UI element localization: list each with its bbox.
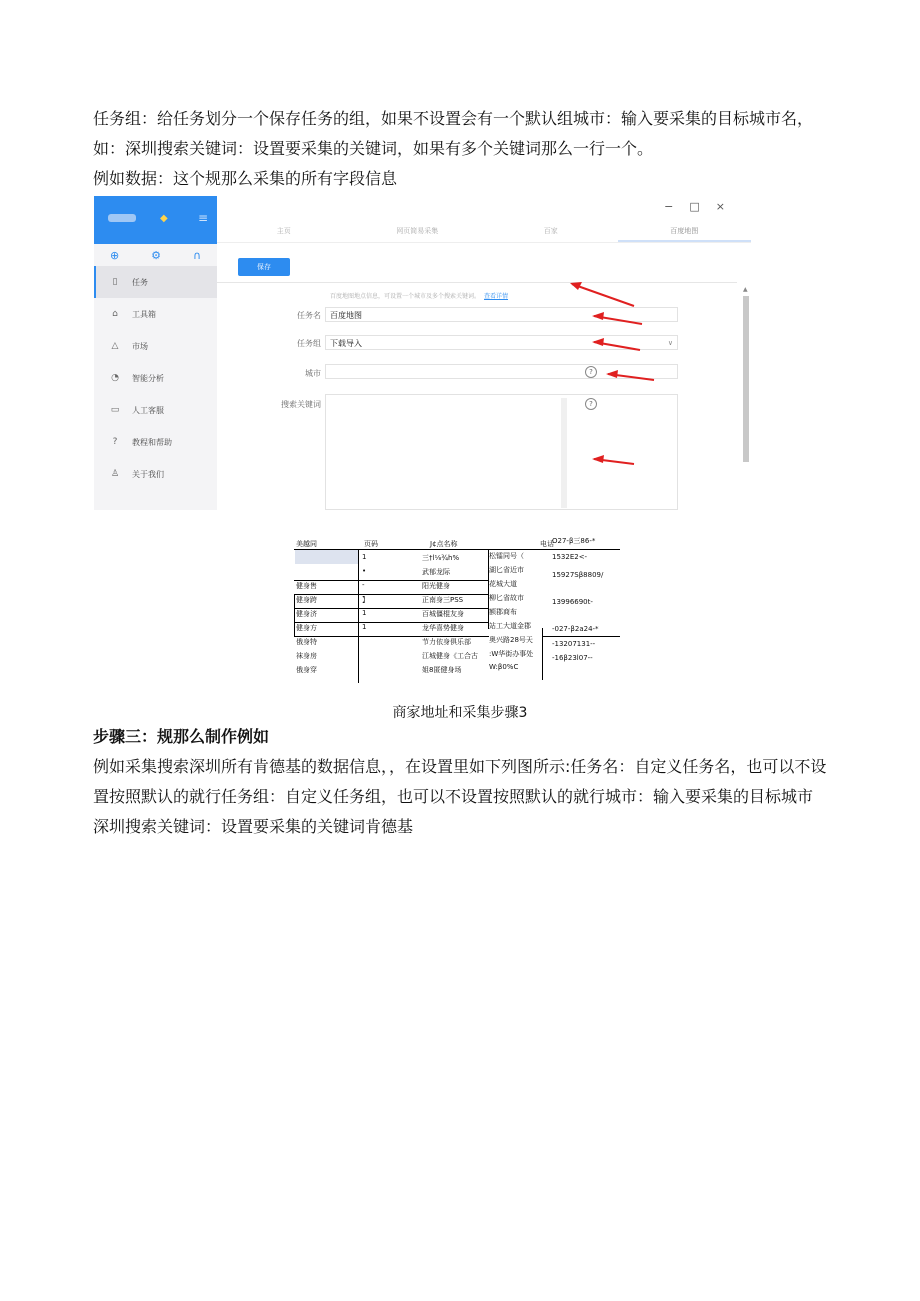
table-cell: 俄身特 [296, 638, 317, 646]
sidebar-item-label: 工具箱 [132, 309, 156, 319]
table-cell: O27-β三86-* [552, 537, 596, 545]
maximize-button[interactable]: □ [689, 200, 716, 213]
table-header-cell: 电话 [540, 540, 554, 548]
file-icon: ▯ [112, 277, 118, 287]
sidebar-item-label: 市场 [132, 341, 148, 351]
close-button[interactable]: × [715, 200, 741, 213]
sidebar-item-label: 任务 [132, 277, 148, 287]
example-paragraph: 例如数据：这个规那么采集的所有字段信息 [93, 169, 398, 188]
toolbox-icon: ⌂ [112, 309, 118, 319]
vip-diamond-icon: ◆ [160, 213, 168, 224]
red-arrowhead [606, 370, 618, 378]
table-cell: 健身售 [296, 582, 317, 590]
table-cell: :W华街办事处 [489, 650, 534, 658]
table-cell: 花城大道 [489, 580, 517, 588]
table-cell: -13207131-- [552, 640, 596, 648]
table-cell: 13996690t- [552, 598, 593, 606]
sidebar-item-label: 教程和帮助 [132, 437, 172, 447]
headset-icon[interactable]: ∩ [192, 248, 201, 262]
table-header-cell: 美越同 [296, 540, 317, 548]
minimize-button[interactable]: − [664, 200, 690, 213]
table-rule [294, 580, 489, 581]
save-button[interactable]: 保存 [238, 258, 290, 276]
red-arrowhead [592, 338, 604, 346]
table-cell: -027-β2a24-* [552, 625, 599, 633]
city-help-icon[interactable]: ? [585, 366, 597, 378]
table-cell: 1 [362, 623, 367, 631]
scroll-up-icon[interactable]: ▲ [743, 286, 748, 293]
pie-chart-icon: ◔ [111, 373, 119, 383]
sidebar-item-label: 智能分析 [132, 373, 164, 383]
table-cell: 健身方 [296, 624, 317, 632]
task-group-value: 下载导入 [330, 339, 362, 348]
task-group-label: 任务组 [297, 339, 321, 348]
step-heading: 步骤三：规那么制作例如 [93, 727, 270, 746]
chat-icon: ▭ [110, 405, 120, 415]
user-icon: ♙ [110, 469, 120, 479]
red-arrowhead [592, 312, 604, 320]
table-cell: W:β0%C [489, 663, 519, 671]
table-cell: 15927Sβ8809/ [552, 571, 604, 579]
table-cell: 1 [362, 609, 367, 617]
table-cell: 湖匕省近市 [489, 566, 524, 574]
table-rule [542, 636, 620, 637]
tab-home[interactable]: 主页 [276, 227, 291, 235]
task-name-label: 任务名 [297, 311, 321, 320]
chevron-down-icon: ∨ [667, 339, 673, 347]
step-paragraph: 例如采集搜索深圳所有肯德基的数据信息，，在设置里如下列图所示:任务名：自定义任务名，也可以不设置按照默认的就行任务组：自定义任务组，也可以不设置按照默认的就行城市：输入要采集的目标城市深圳搜索关键词：设置要采集的关键词肯德基 [93, 757, 827, 836]
table-cell: 健身跨 [296, 596, 317, 604]
city-label: 城市 [305, 369, 321, 378]
table-cell: 百城僵棍友身 [422, 610, 464, 618]
task-name-field[interactable]: 百度地图 [325, 307, 678, 322]
table-cell: -16β23l07-- [552, 654, 593, 662]
table-cell: 龙华喜势健身 [422, 624, 464, 632]
table-header-cell: 页码 [364, 540, 378, 548]
sidebar-item-label: 关于我们 [132, 469, 164, 479]
settings-icon[interactable]: ⚙ [151, 248, 161, 262]
tab-baidu-map[interactable]: 百度地图 [618, 222, 752, 242]
table-cell: 三†l⅛¾h% [422, 554, 460, 562]
table-cell: - [362, 581, 365, 589]
table-cell: 松镭同号（ [489, 552, 524, 560]
table-cell: 】 [362, 596, 369, 604]
merchant-table [294, 536, 620, 686]
hint-label: 百度地图地点信息，可设置一个城市及多个搜索关键词。 [330, 293, 481, 300]
table-cell: 奥兴路28号天 [489, 636, 533, 644]
help-icon: ? [112, 437, 118, 447]
table-cell: 袜身房 [296, 652, 317, 660]
table-cell: 1 [362, 553, 367, 561]
tab-baijia[interactable]: 百家 [543, 227, 558, 235]
table-rule [358, 549, 359, 683]
menu-icon[interactable]: ≡ [198, 211, 209, 225]
intro-paragraph: 任务组：给任务划分一个保存任务的组，如果不设置会有一个默认组城市：输入要采集的目标城市名，如：深圳搜索关键词：设置要采集的关键词，如果有多个关键词那么一行一个。 [93, 109, 814, 158]
sidebar-item-label: 人工客服 [132, 405, 164, 415]
keywords-help-icon[interactable]: ? [585, 398, 597, 410]
table-cell: 1532E2<- [552, 553, 588, 561]
table-cell: 阳光健身 [422, 582, 450, 590]
add-icon[interactable]: ⊕ [109, 248, 120, 262]
table-cell: 姐8匿健身场 [422, 666, 462, 674]
table-cell: 正南身三PSS [422, 596, 464, 604]
selected-cell [295, 550, 358, 564]
table-rule [294, 549, 620, 550]
table-rule [294, 594, 295, 637]
tab-simple-collect[interactable]: 网页简易采集 [396, 227, 439, 235]
table-cell: 江城健身《工合古 [422, 652, 478, 660]
red-arrow [572, 284, 634, 306]
annotation-arrows [94, 196, 751, 510]
table-cell: 武郁龙际 [422, 568, 450, 576]
table-rule [488, 549, 489, 629]
table-cell: 节力依身俱乐部 [422, 638, 471, 646]
table-cell: • [362, 567, 367, 575]
red-arrowhead [592, 455, 604, 463]
table-cell: 站工大道金郡 [489, 622, 531, 630]
table-cell: 俄身穿 [296, 666, 317, 674]
details-link[interactable]: 查看详情 [484, 293, 509, 300]
keywords-label: 搜索关键词 [281, 400, 321, 409]
table-cell: 额郡商布 [489, 608, 517, 616]
table-cell: 健身济 [296, 610, 317, 618]
figure-caption: 商家地址和采集步骤3 [392, 705, 528, 721]
table-header-cell: J¢点名称 [430, 540, 458, 548]
lock-icon: △ [111, 341, 119, 351]
app-screenshot [94, 196, 751, 510]
table-cell: 柳匕省故市 [489, 594, 524, 602]
